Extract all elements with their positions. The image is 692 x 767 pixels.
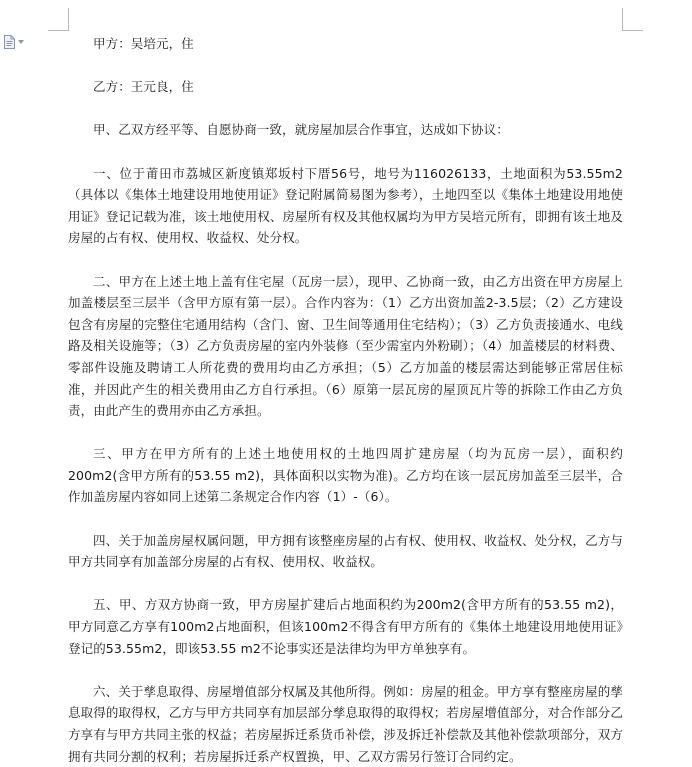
clause-2: 二、甲方在上述土地上盖有住宅屋（瓦房一层），现甲、乙协商一致，由乙方出资在甲方房屋上加盖楼层至三层半（含甲方原有第一层）。合作内容为：（1）乙方出资加盖2-3.5层；（2）乙方建设包含有房屋的完整住宅通用结构（含门、窗、卫生间等通用住宅结构）；（3）乙方负责接通水、电线路及相关设施等；（3）乙方负责房屋的室内外装修（至少需室内外粉刷）；（4）加盖楼层的材料费、零部件设施及聘请工人所花费的费用均由乙方承担；（5）乙方加盖的楼层需达到能够正常居住标准，并因此产生的相关费用由乙方自行承担。（6）原第一层瓦房的屋顶瓦片等的拆除工作由乙方负责，由此产生的费用亦由乙方承担。: [68, 273, 623, 419]
document-icon: [4, 35, 15, 49]
clause-4: 四、关于加盖房屋权属问题，甲方拥有该整座房屋的占有权、使用权、收益权、处分权，乙方与甲方共同享有加盖部分房屋的占有权、使用权、收益权。: [68, 532, 623, 570]
page-corner-mark-left: [48, 8, 69, 31]
clause-3: 三、甲方在甲方所有的上述土地使用权的土地四周扩建房屋（均为瓦房一层），面积约200m2(含甲方所有的53.55 m2)，具体面积以实物为准)。乙方均在该一层瓦房加盖至三层半，合作加盖房屋内容如同上述第二条规定合作内容（1）-（6）。: [68, 446, 623, 505]
party-a-line: 甲方：吴培元，住: [93, 36, 194, 51]
clause-6: 六、关于孳息取得、房屋增值部分权属及其他所得。例如：房屋的租金。甲方享有整座房屋的孳息取得的取得权，乙方与甲方共同享有加层部分孳息取得的取得权；若房屋增值部分，对合作部分乙方享有与甲方共同主张的权益；若房屋拆迁系货币补偿，涉及拆迁补偿款及其他补偿款项部分，双方拥有共同分割的权利；若房屋拆迁系产权置换，甲、乙双方需另行签订合同约定。: [68, 683, 623, 764]
agreement-intro: 甲、乙双方经平等、自愿协商一致，就房屋加层合作事宜，达成如下协议：: [93, 122, 509, 138]
clause-5: 五、甲、方双方协商一致，甲方房屋扩建后占地面积约为200m2(含甲方所有的53.55 m2)，甲方同意乙方享有100m2占地面积，但该100m2不得含有甲方所有的《集体土地建设用地使用证》登记的53.55m2，即该53.55 m2不论事实还是法律均为甲方单独享有。: [68, 597, 623, 656]
clause-1: 一、位于莆田市荔城区新度镇郑坂村下厝56号，地号为116026133，土地面积为53.55m2（具体以《集体土地建设用地使用证》登记附属简易图为参考），土地四至以《集体土地建设用地使用证》登记记载为准，该土地使用权、房屋所有权及其他权属均为甲方吴培元所有，即拥有该土地及房屋的占有权、使用权、收益权、处分权。: [68, 165, 623, 246]
document-body: [68, 33, 623, 767]
page-corner-mark-right: [622, 8, 643, 31]
chevron-down-icon: [18, 40, 24, 44]
party-b-line: 乙方：王元良，住: [93, 79, 194, 95]
document-options-button[interactable]: [4, 34, 24, 50]
